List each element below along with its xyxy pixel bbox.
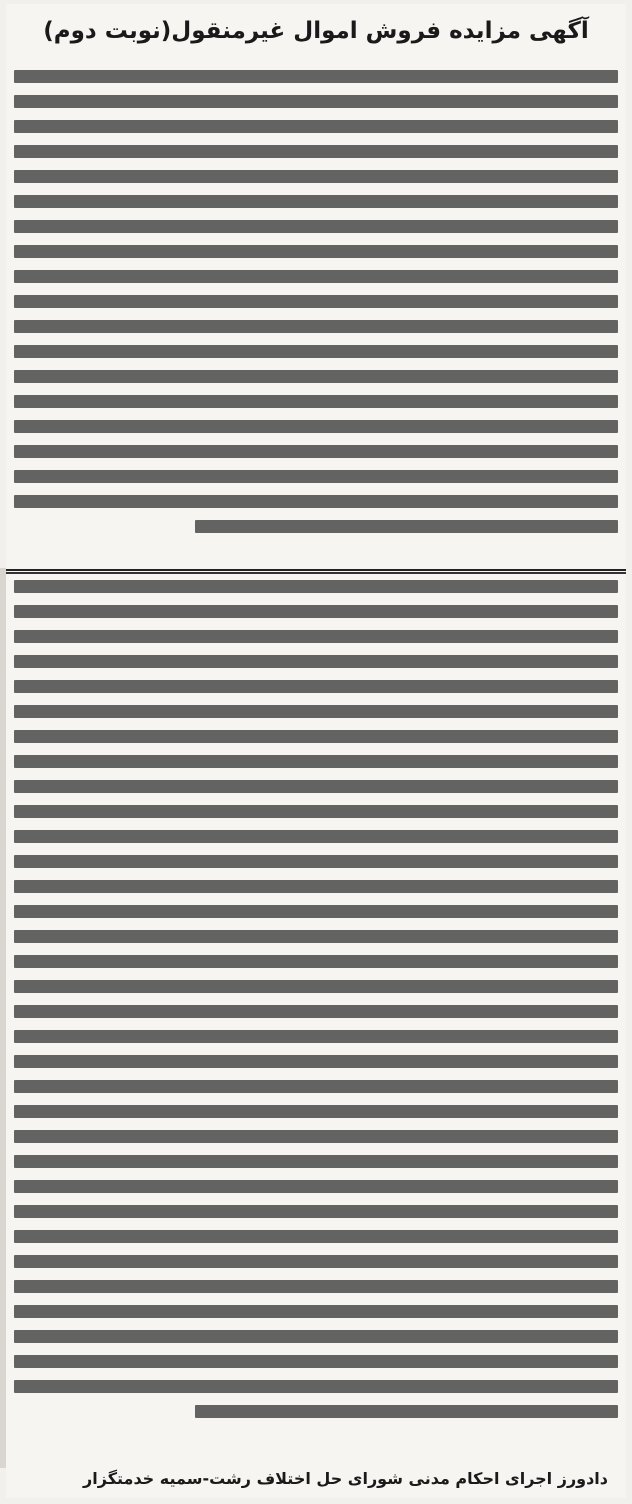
paragraph-1-text [14,70,618,545]
text-line [14,470,618,483]
text-line [14,95,618,108]
text-line [14,370,618,383]
notice-paragraph-2 [6,572,626,1474]
text-line [14,680,618,693]
text-line [14,1230,618,1243]
text-line [14,880,618,893]
text-line [14,245,618,258]
text-line [14,270,618,283]
text-line [14,730,618,743]
text-line [14,905,618,918]
text-line [195,1405,618,1418]
text-line [14,855,618,868]
text-line [14,580,618,593]
text-line [14,1105,618,1118]
notice-paragraph-1 [6,64,626,571]
text-line [14,1080,618,1093]
text-line [14,345,618,358]
text-line [14,605,618,618]
text-line [14,1205,618,1218]
text-line [14,630,618,643]
text-line [14,120,618,133]
text-line [14,320,618,333]
text-line [14,930,618,943]
text-line [14,420,618,433]
text-line [14,445,618,458]
text-line [14,780,618,793]
notice-signature: دادورز اجرای احکام مدنی شورای حل اختلاف رشت-سمیه خدمتگزار [83,1469,608,1488]
text-line [14,220,618,233]
text-line [14,195,618,208]
text-line [14,1180,618,1193]
text-line [14,170,618,183]
text-line [14,805,618,818]
text-line [14,1255,618,1268]
page-edge-shadow [0,568,6,1468]
text-line [14,1155,618,1168]
text-line [14,70,618,83]
text-line [14,1030,618,1043]
text-line [14,655,618,668]
text-line [14,1330,618,1343]
text-line [14,955,618,968]
notice-sheet [6,4,626,1498]
text-line [14,830,618,843]
text-line [14,755,618,768]
text-line [14,1355,618,1368]
text-line [14,980,618,993]
text-line [14,1130,618,1143]
text-line [14,1305,618,1318]
paragraph-2-text [14,580,618,1430]
notice-title: آگهی مزایده فروش اموال غیرمنقول(نوبت دوم) [43,18,589,44]
text-line [14,295,618,308]
text-line [14,145,618,158]
text-line [14,1005,618,1018]
text-line [14,395,618,408]
text-line [14,705,618,718]
text-line [14,1380,618,1393]
text-line [14,1055,618,1068]
text-line [14,1280,618,1293]
text-line [14,495,618,508]
text-line [195,520,618,533]
